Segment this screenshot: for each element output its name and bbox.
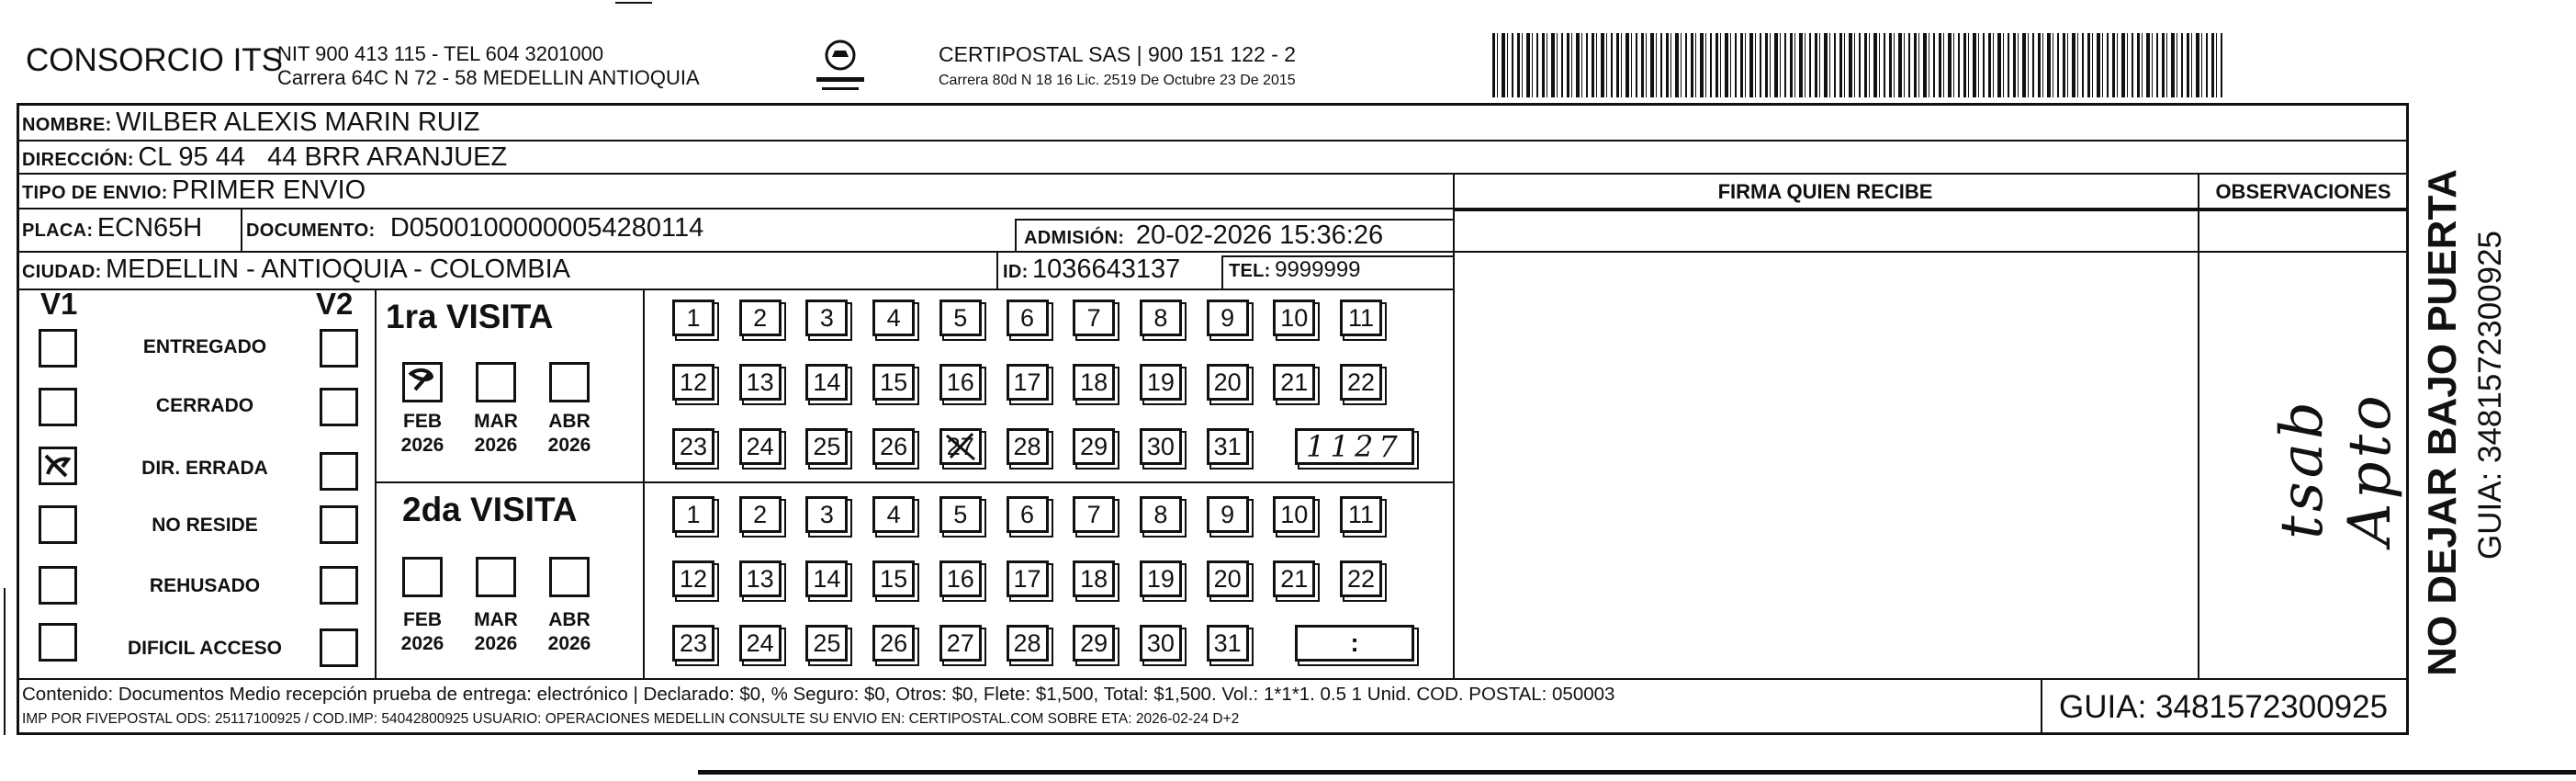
option-dificil-acceso: DIFICIL ACCESO bbox=[127, 638, 282, 659]
col-divider bbox=[2041, 678, 2042, 735]
v2-dificil-acceso-checkbox[interactable] bbox=[320, 628, 358, 667]
row-divider bbox=[17, 678, 2409, 680]
tel-label: TEL: bbox=[1229, 261, 1271, 281]
admision-row bbox=[1024, 221, 1383, 251]
day-cell[interactable]: 24 bbox=[739, 428, 782, 465]
day-cell[interactable]: 7 bbox=[1073, 496, 1115, 533]
documento-value: D05001000000054280114 bbox=[389, 213, 704, 243]
option-dir-errada: DIR. ERRADA bbox=[141, 458, 268, 479]
v1-rehusado-checkbox[interactable] bbox=[39, 566, 77, 605]
visit1-abr-label: ABR 2026 bbox=[547, 411, 591, 456]
col-divider bbox=[241, 208, 242, 251]
check-mark-icon bbox=[402, 362, 443, 402]
tipo-row bbox=[22, 175, 366, 206]
day-cell[interactable]: 9 bbox=[1207, 300, 1249, 336]
v1-entregado-checkbox[interactable] bbox=[39, 329, 77, 368]
row-divider bbox=[17, 289, 1455, 290]
option-rehusado: REHUSADO bbox=[149, 575, 261, 596]
company-name: CONSORCIO ITS bbox=[26, 42, 284, 78]
day-cell[interactable]: 22 bbox=[1340, 364, 1382, 401]
day-cell[interactable]: 16 bbox=[939, 364, 982, 401]
day-cell[interactable]: 25 bbox=[805, 625, 848, 662]
nombre-label: NOMBRE: bbox=[22, 115, 112, 135]
day-cell[interactable]: 17 bbox=[1007, 560, 1049, 597]
ciudad-value: MEDELLIN - ANTIOQUIA - COLOMBIA bbox=[106, 255, 570, 284]
visit2-title: 2da VISITA bbox=[402, 491, 578, 528]
col-divider bbox=[643, 289, 645, 678]
day-cell[interactable]: 25 bbox=[805, 428, 848, 465]
day-cell[interactable]: 30 bbox=[1140, 625, 1182, 662]
day-cell[interactable]: 31 bbox=[1207, 625, 1249, 662]
day-cell[interactable]: 22 bbox=[1340, 560, 1382, 597]
day-cell[interactable]: 23 bbox=[672, 428, 714, 465]
nombre-row bbox=[22, 108, 480, 138]
company-nit: NIT 900 413 115 - TEL 604 3201000 bbox=[277, 42, 604, 65]
day-cell[interactable]: 18 bbox=[1073, 560, 1115, 597]
id-row bbox=[1003, 255, 1180, 285]
day-cell[interactable]: 26 bbox=[872, 428, 915, 465]
carrier-address: Carrera 80d N 18 16 Lic. 2519 De Octubre 23 De 2015 bbox=[939, 73, 1296, 88]
day-cell[interactable]: 16 bbox=[939, 560, 982, 597]
visit1-feb-label: FEB 2026 bbox=[400, 411, 444, 456]
visit2-time: : bbox=[1350, 628, 1359, 657]
day-cell[interactable]: 28 bbox=[1007, 625, 1049, 662]
v1-dir-errada-checkbox[interactable] bbox=[39, 447, 77, 485]
day-cell[interactable]: 26 bbox=[872, 625, 915, 662]
footer-line2: IMP POR FIVEPOSTAL ODS: 25117100925 / COD.IMP: 54042800925 USUARIO: OPERACIONES MEDELLIN CONSULTE SU ENVIO EN: CERTIPOSTAL.COM SOBRE ETA: 2026-02-24 D+2 bbox=[22, 711, 1240, 727]
day-cell[interactable]: 5 bbox=[939, 496, 982, 533]
observaciones-header: OBSERVACIONES bbox=[2215, 180, 2391, 203]
day-cell[interactable]: 9 bbox=[1207, 496, 1249, 533]
day-cell[interactable]: 31 bbox=[1207, 428, 1249, 465]
day-cell[interactable]: 12 bbox=[672, 560, 714, 597]
visit2-mar-label: MAR 2026 bbox=[474, 609, 518, 654]
visit2-time-box[interactable] bbox=[1295, 625, 1414, 662]
visit1-time: 1127 bbox=[1306, 429, 1403, 464]
day-cell[interactable]: 3 bbox=[805, 300, 848, 336]
visit1-abr-checkbox[interactable] bbox=[549, 362, 590, 402]
day-cell[interactable]: 24 bbox=[739, 625, 782, 662]
day-cell[interactable]: 19 bbox=[1140, 560, 1182, 597]
visit1-mar-label: MAR 2026 bbox=[474, 411, 518, 456]
visit2-abr-checkbox[interactable] bbox=[549, 557, 590, 597]
v1-cerrado-checkbox[interactable] bbox=[39, 388, 77, 426]
day-cell[interactable]: 19 bbox=[1140, 364, 1182, 401]
day-cell[interactable]: 2 bbox=[739, 496, 782, 533]
option-no-reside: NO RESIDE bbox=[152, 515, 258, 536]
day-cell[interactable]: 17 bbox=[1007, 364, 1049, 401]
firma-header: FIRMA QUIEN RECIBE bbox=[1717, 180, 1933, 203]
row-divider bbox=[17, 251, 2409, 253]
left-edge-mark bbox=[4, 588, 6, 735]
tel-value: 9999999 bbox=[1275, 257, 1361, 282]
day-cell[interactable]: 15 bbox=[872, 560, 915, 597]
day-cell[interactable]: 7 bbox=[1073, 300, 1115, 336]
day-cell[interactable]: 3 bbox=[805, 496, 848, 533]
day-cell[interactable]: 8 bbox=[1140, 300, 1182, 336]
right-header-line bbox=[1453, 209, 2409, 211]
direccion-label: DIRECCIÓN: bbox=[22, 150, 134, 170]
day-cell[interactable]: 2 bbox=[739, 300, 782, 336]
visit2-feb-checkbox[interactable] bbox=[402, 557, 443, 597]
v2-label: V2 bbox=[316, 287, 354, 321]
day-cell[interactable]: 20 bbox=[1207, 364, 1249, 401]
day-cell[interactable]: 21 bbox=[1273, 364, 1315, 401]
day-check-icon bbox=[939, 428, 982, 465]
documento-row bbox=[246, 213, 703, 243]
top-edge-mark bbox=[615, 2, 652, 4]
nombre-value: WILBER ALEXIS MARIN RUIZ bbox=[116, 108, 480, 137]
visit1-mar-checkbox[interactable] bbox=[476, 362, 516, 402]
placa-row bbox=[22, 213, 202, 243]
day-cell[interactable]: 13 bbox=[739, 364, 782, 401]
v1-dificil-acceso-checkbox[interactable] bbox=[39, 623, 77, 662]
footer-guia: GUIA: 3481572300925 bbox=[2059, 689, 2389, 725]
side-warning-text: NO DEJAR BAJO PUERTA bbox=[2420, 169, 2465, 676]
col-divider bbox=[375, 289, 377, 678]
day-cell[interactable]: 20 bbox=[1207, 560, 1249, 597]
id-label: ID: bbox=[1003, 262, 1029, 282]
row-divider bbox=[17, 140, 2409, 141]
day-cell[interactable]: 6 bbox=[1007, 300, 1049, 336]
day-cell[interactable]: 11 bbox=[1340, 496, 1382, 533]
tipo-value: PRIMER ENVIO bbox=[172, 175, 366, 205]
visit2-mar-checkbox[interactable] bbox=[476, 557, 516, 597]
visit-divider bbox=[375, 481, 1453, 483]
company-address: Carrera 64C N 72 - 58 MEDELLIN ANTIOQUIA bbox=[277, 66, 700, 89]
v2-rehusado-checkbox[interactable] bbox=[320, 566, 358, 605]
direccion-value: CL 95 44 44 BRR ARANJUEZ bbox=[138, 142, 508, 172]
row-divider bbox=[17, 173, 2409, 175]
barcode bbox=[1492, 33, 2222, 97]
bottom-edge bbox=[698, 770, 2576, 775]
visit2-feb-label: FEB 2026 bbox=[400, 609, 444, 654]
admision-value: 20-02-2026 15:36:26 bbox=[1135, 221, 1384, 250]
day-cell[interactable]: 4 bbox=[872, 300, 915, 336]
check-mark-icon bbox=[39, 447, 77, 485]
id-value: 1036643137 bbox=[1032, 255, 1181, 284]
day-cell[interactable]: 29 bbox=[1073, 428, 1115, 465]
handwritten-observation bbox=[2268, 349, 2404, 588]
documento-label: DOCUMENTO: bbox=[246, 221, 376, 241]
day-cell[interactable]: 4 bbox=[872, 496, 915, 533]
day-cell[interactable]: 15 bbox=[872, 364, 915, 401]
side-guia-text: GUIA: 3481572300925 bbox=[2472, 230, 2508, 560]
col-divider bbox=[2198, 173, 2199, 678]
day-cell[interactable]: 11 bbox=[1340, 300, 1382, 336]
day-cell[interactable]: 6 bbox=[1007, 496, 1049, 533]
day-cell[interactable]: 29 bbox=[1073, 625, 1115, 662]
day-cell[interactable]: 14 bbox=[805, 364, 848, 401]
option-entregado: ENTREGADO bbox=[142, 336, 267, 357]
day-cell[interactable]: 1 bbox=[672, 300, 714, 336]
day-cell[interactable]: 13 bbox=[739, 560, 782, 597]
col-divider bbox=[1453, 173, 1455, 678]
certipostal-logo bbox=[813, 37, 868, 101]
v2-no-reside-checkbox[interactable] bbox=[320, 505, 358, 544]
day-cell[interactable]: 8 bbox=[1140, 496, 1182, 533]
day-cell[interactable]: 28 bbox=[1007, 428, 1049, 465]
day-cell[interactable]: 10 bbox=[1273, 300, 1315, 336]
carrier-name: CERTIPOSTAL SAS | 900 151 122 - 2 bbox=[939, 42, 1297, 66]
observation-note: tsab Apto bbox=[2268, 391, 2404, 546]
day-cell[interactable]: 10 bbox=[1273, 496, 1315, 533]
col-divider bbox=[996, 251, 998, 289]
v2-entregado-checkbox[interactable] bbox=[320, 329, 358, 368]
day-cell[interactable]: 27 bbox=[939, 428, 982, 465]
visit1-time-box[interactable] bbox=[1295, 428, 1414, 465]
day-cell[interactable]: 27 bbox=[939, 625, 982, 662]
v1-label: V1 bbox=[40, 287, 78, 321]
day-cell[interactable]: 1 bbox=[672, 496, 714, 533]
day-cell[interactable]: 21 bbox=[1273, 560, 1315, 597]
day-cell[interactable]: 5 bbox=[939, 300, 982, 336]
day-cell[interactable]: 12 bbox=[672, 364, 714, 401]
ciudad-row bbox=[22, 255, 570, 285]
visit1-title: 1ra VISITA bbox=[386, 298, 554, 335]
visit1-feb-checkbox[interactable] bbox=[402, 362, 443, 402]
direccion-row bbox=[22, 142, 507, 173]
v2-dir-errada-checkbox[interactable] bbox=[320, 452, 358, 491]
tipo-label: TIPO DE ENVIO: bbox=[22, 183, 168, 203]
option-cerrado: CERRADO bbox=[155, 395, 254, 416]
footer-line1: Contenido: Documentos Medio recepción prueba de entrega: electrónico | Declarado: $0, % Seguro: $0, Otros: $0, Flete: $1,500, Total: $1,500. Vol.: 1*1*1. 0.5 1 Unid. COD. POSTAL: 050003 bbox=[22, 684, 1615, 705]
day-cell[interactable]: 30 bbox=[1140, 428, 1182, 465]
day-cell[interactable]: 18 bbox=[1073, 364, 1115, 401]
tel-row bbox=[1229, 257, 1361, 283]
v1-no-reside-checkbox[interactable] bbox=[39, 505, 77, 544]
admision-label: ADMISIÓN: bbox=[1024, 228, 1125, 248]
col-divider bbox=[1221, 255, 1223, 289]
ciudad-label: CIUDAD: bbox=[22, 262, 102, 282]
day-cell[interactable]: 23 bbox=[672, 625, 714, 662]
v2-cerrado-checkbox[interactable] bbox=[320, 388, 358, 426]
day-cell[interactable]: 14 bbox=[805, 560, 848, 597]
placa-value: ECN65H bbox=[96, 213, 203, 243]
visit2-abr-label: ABR 2026 bbox=[547, 609, 591, 654]
col-divider bbox=[1015, 219, 1017, 251]
placa-label: PLACA: bbox=[22, 221, 94, 241]
